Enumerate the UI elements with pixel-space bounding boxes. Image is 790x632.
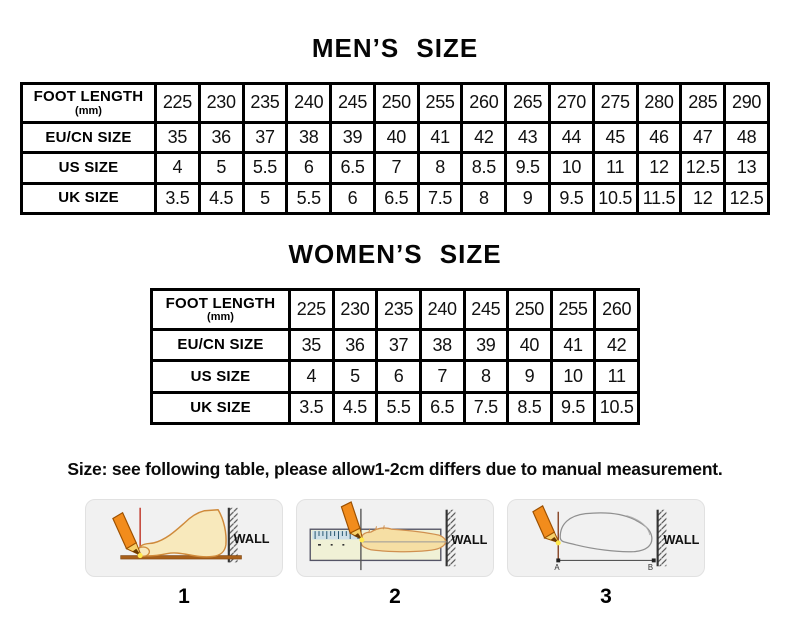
table-row	[152, 392, 639, 423]
size-cell: 4.5	[333, 392, 377, 423]
men-size-title: MEN’S SIZE	[311, 33, 479, 63]
size-cell: 42	[595, 330, 639, 361]
size-cell: 42	[462, 122, 506, 152]
row-label-cell: EU/CN SIZE	[152, 330, 290, 361]
size-cell: 9.5	[506, 153, 550, 183]
wall-label: WALL	[451, 532, 488, 547]
size-cell: 48	[725, 122, 769, 152]
table-row	[152, 361, 639, 392]
size-cell: 38	[287, 122, 331, 152]
size-cell: 9	[506, 183, 550, 213]
size-cell: 255	[551, 290, 595, 330]
point-a-label: A	[554, 563, 560, 573]
size-cell: 39	[464, 330, 508, 361]
size-cell: 41	[551, 330, 595, 361]
size-cell: 8	[462, 183, 506, 213]
pencil-icon	[533, 506, 561, 546]
step-numbers-row	[85, 585, 705, 609]
table-row	[22, 122, 769, 152]
size-cell: 36	[199, 122, 243, 152]
foot-ruler-illustration	[297, 500, 493, 576]
size-cell: 280	[637, 84, 681, 123]
step-number-2: 2	[389, 585, 401, 608]
step-number-3: 3	[600, 585, 612, 608]
size-cell: 4	[290, 361, 334, 392]
size-cell: 230	[199, 84, 243, 123]
size-cell: 6.5	[420, 392, 464, 423]
table-row	[152, 330, 639, 361]
size-cell: 7	[420, 361, 464, 392]
row-label-cell: US SIZE	[22, 153, 156, 183]
size-cell: 40	[374, 122, 418, 152]
size-cell: 38	[420, 330, 464, 361]
women-size-table	[150, 288, 640, 425]
size-cell: 260	[595, 290, 639, 330]
size-cell: 5.5	[377, 392, 421, 423]
size-cell: 45	[593, 122, 637, 152]
size-cell: 40	[508, 330, 552, 361]
measurement-note: Size: see following table, please allow1-2cm differs due to manual measurement.	[67, 459, 723, 479]
size-cell: 7.5	[418, 183, 462, 213]
size-cell: 285	[681, 84, 725, 123]
size-cell: 235	[243, 84, 287, 123]
size-cell: 245	[464, 290, 508, 330]
row-label-cell: FOOT LENGTH (mm)	[152, 290, 290, 330]
row-label-cell: US SIZE	[152, 361, 290, 392]
size-cell: 5	[333, 361, 377, 392]
size-cell: 9	[508, 361, 552, 392]
size-cell: 260	[462, 84, 506, 123]
size-cell: 36	[333, 330, 377, 361]
step-number-1: 1	[178, 585, 190, 608]
size-cell: 8	[464, 361, 508, 392]
size-cell: 6	[331, 183, 375, 213]
size-cell: 12	[681, 183, 725, 213]
size-cell: 13	[725, 153, 769, 183]
wall-label: WALL	[233, 531, 270, 546]
size-cell: 255	[418, 84, 462, 123]
size-cell: 235	[377, 290, 421, 330]
row-label-cell: EU/CN SIZE	[22, 122, 156, 152]
size-cell: 290	[725, 84, 769, 123]
size-cell: 5.5	[287, 183, 331, 213]
size-cell: 240	[420, 290, 464, 330]
foot-outline-shape	[560, 513, 652, 552]
size-cell: 4.5	[199, 183, 243, 213]
pencil-icon	[113, 513, 143, 558]
size-cell: 44	[550, 122, 594, 152]
size-cell: 250	[508, 290, 552, 330]
measure-line	[556, 558, 655, 562]
size-cell: 35	[290, 330, 334, 361]
size-cell: 35	[156, 122, 200, 152]
size-cell: 8.5	[462, 153, 506, 183]
row-label-cell: FOOT LENGTH (mm)	[22, 84, 156, 123]
size-cell: 6	[377, 361, 421, 392]
size-cell: 37	[377, 330, 421, 361]
step-card-2	[296, 499, 494, 577]
size-cell: 5	[243, 183, 287, 213]
size-cell: 9.5	[551, 392, 595, 423]
step-card-3	[507, 499, 705, 577]
table-row	[22, 183, 769, 213]
size-cell: 7	[374, 153, 418, 183]
size-cell: 8.5	[508, 392, 552, 423]
size-cell: 10	[551, 361, 595, 392]
size-cell: 10.5	[593, 183, 637, 213]
size-cell: 3.5	[290, 392, 334, 423]
size-cell: 11	[595, 361, 639, 392]
size-cell: 250	[374, 84, 418, 123]
size-cell: 230	[333, 290, 377, 330]
size-cell: 11.5	[637, 183, 681, 213]
measurement-steps	[85, 499, 705, 577]
size-cell: 6.5	[374, 183, 418, 213]
foot-side-shape	[137, 510, 226, 557]
size-cell: 10.5	[595, 392, 639, 423]
size-cell: 275	[593, 84, 637, 123]
size-cell: 41	[418, 122, 462, 152]
size-cell: 265	[506, 84, 550, 123]
size-cell: 12	[637, 153, 681, 183]
size-cell: 3.5	[156, 183, 200, 213]
size-cell: 4	[156, 153, 200, 183]
foot-outline-illustration	[508, 500, 704, 576]
size-cell: 245	[331, 84, 375, 123]
size-cell: 43	[506, 122, 550, 152]
men-size-table	[20, 82, 770, 215]
size-cell: 46	[637, 122, 681, 152]
wall-label: WALL	[663, 532, 700, 547]
size-cell: 10	[550, 153, 594, 183]
size-cell: 5	[199, 153, 243, 183]
table-row	[22, 153, 769, 183]
size-cell: 12.5	[681, 153, 725, 183]
table-row	[22, 84, 769, 123]
table-row	[152, 290, 639, 330]
step-card-1	[85, 499, 283, 577]
size-cell: 270	[550, 84, 594, 123]
size-cell: 225	[156, 84, 200, 123]
size-cell: 5.5	[243, 153, 287, 183]
row-label-cell: UK SIZE	[152, 392, 290, 423]
row-label-cell: UK SIZE	[22, 183, 156, 213]
size-cell: 37	[243, 122, 287, 152]
size-cell: 11	[593, 153, 637, 183]
size-cell: 8	[418, 153, 462, 183]
size-cell: 9.5	[550, 183, 594, 213]
size-cell: 47	[681, 122, 725, 152]
women-size-title: WOMEN’S SIZE	[288, 239, 502, 269]
size-cell: 225	[290, 290, 334, 330]
size-cell: 7.5	[464, 392, 508, 423]
size-cell: 6	[287, 153, 331, 183]
size-cell: 240	[287, 84, 331, 123]
size-cell: 6.5	[331, 153, 375, 183]
point-b-label: B	[647, 563, 654, 573]
size-cell: 39	[331, 122, 375, 152]
foot-side-view-illustration	[86, 500, 282, 576]
size-cell: 12.5	[725, 183, 769, 213]
